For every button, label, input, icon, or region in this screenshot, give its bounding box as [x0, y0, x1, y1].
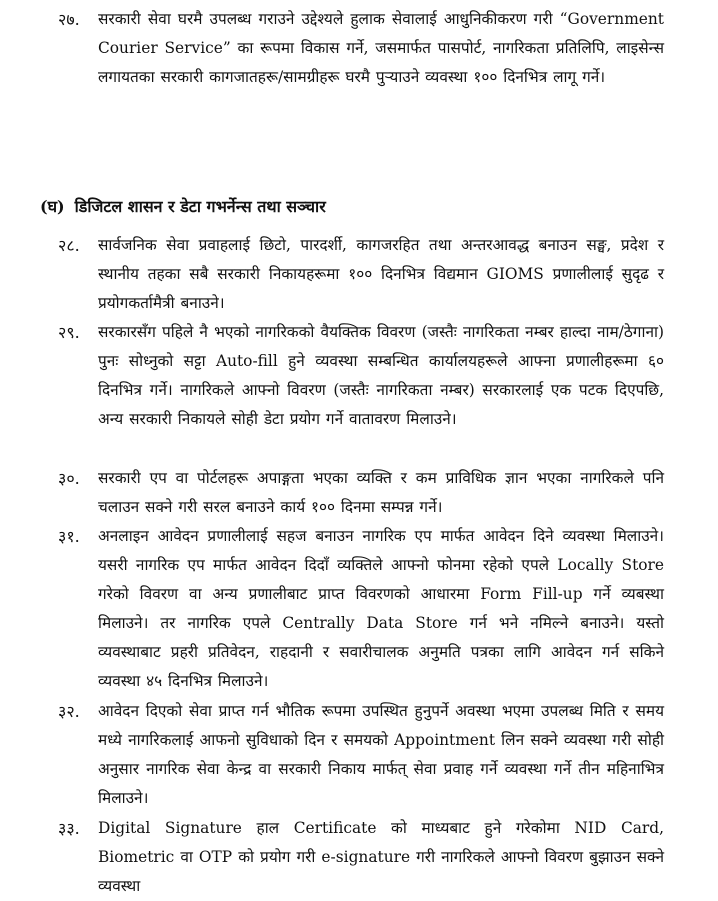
- clause-text: अनलाइन आवेदन प्रणालीलाई सहज बनाउन नागरिक एप मार्फत आवेदन दिने व्यवस्था मिलाउने। यसरी नागरिक एप मार्फत आवेदन दिदाँ व्यक्तिले आफ्नो फोनमा रहेको एपले Locally Store गरेको विवरण वा अन्य प्रणालीबाट प्राप्त विवरणको आधारमा Form Fill-up गर्ने व्यबस्था मिलाउने। तर नागरिक एपले Centrally Data Store गर्न भने नमिल्ने बनाउने। यस्तो व्यवस्थाबाट प्रहरी प्रतिवेदन, राहदानी र सवारीचालक अनुमति पत्रका लागि आवेदन गर्न सकिने व्यवस्था ४५ दिनभित्र मिलाउने।: [98, 527, 664, 691]
- clause-30: [58, 464, 664, 522]
- clause-29: [58, 318, 664, 434]
- clause-text: Digital Signature हाल Certificate को माध्यबाट हुने गरेकोमा NID Card, Biometric वा OTP को प्रयोग गरी e-signature गरी नागरिकले आफ्नो विवरण बुझाउन सक्ने व्यवस्था: [98, 819, 664, 896]
- clause-number: २९.: [58, 323, 80, 342]
- clause-number: ३३.: [58, 819, 80, 838]
- section-heading: [40, 195, 326, 219]
- clause-text: सरकारी सेवा घरमै उपलब्ध गराउने उद्देश्यले हुलाक सेवालाई आधुनिकीकरण गरी “Government Courier Service” का रूपमा विकास गर्ने, जसमार्फत पासपोर्ट, नागरिकता प्रतिलिपि, लाइसेन्स लगायतका सरकारी कागजातहरू/सामग्रीहरू घरमै पुर्‍याउने व्यवस्था १०० दिनभित्र लागू गर्ने।: [98, 10, 664, 87]
- clause-text: सरकारी एप वा पोर्टलहरू अपाङ्गता भएका व्यक्ति र कम प्राविधिक ज्ञान भएका नागरिकले पनि चलाउन सक्ने गरी सरल बनाउने कार्य १०० दिनमा सम्पन्न गर्ने।: [98, 469, 664, 517]
- clause-text: सार्वजनिक सेवा प्रवाहलाई छिटो, पारदर्शी, कागजरहित तथा अन्तरआवद्ध बनाउन सङ्घ, प्रदेश र स्थानीय तहका सबै सरकारी निकायहरूमा १०० दिनभित्र विद्यमान GIOMS प्रणालीलाई सुदृढ र प्रयोगकर्तामैत्री बनाउने।: [98, 236, 664, 313]
- clause-text: आवेदन दिएको सेवा प्राप्त गर्न भौतिक रूपमा उपस्थित हुनुपर्ने अवस्था भएमा उपलब्ध मिति र समय मध्ये नागरिकलाई आफनो सुविधाको दिन र समयको Appointment लिन सक्ने व्यवस्था गरी सोही अनुसार नागरिक सेवा केन्द्र वा सरकारी निकाय मार्फत् सेवा प्रवाह गर्ने व्यवस्था गर्ने तीन महिनाभित्र मिलाउने।: [98, 702, 664, 808]
- clause-28: [58, 231, 664, 318]
- clause-number: २८.: [58, 236, 80, 255]
- clause-33: [58, 814, 664, 901]
- clause-27: [58, 5, 664, 92]
- section-number: (घ): [40, 197, 65, 216]
- clause-text: सरकारसँग पहिले नै भएको नागरिकको वैयक्तिक विवरण (जस्तैः नागरिकता नम्बर हाल्दा नाम/ठेगाना) पुनः सोध्नुको सट्टा Auto-fill हुने व्यवस्था सम्बन्धित कार्यालयहरूले आफ्ना प्रणालीहरूमा ६० दिनभित्र गर्ने। नागरिकले आफ्नो विवरण (जस्तैः नागरिकता नम्बर) सरकारलाई एक पटक दिएपछि, अन्य सरकारी निकायले सोही डेटा प्रयोग गर्ने वातावरण मिलाउने।: [98, 323, 664, 429]
- clause-32: [58, 697, 664, 813]
- clause-number: २७.: [58, 10, 80, 29]
- clause-number: ३०.: [58, 469, 80, 488]
- clause-31: [58, 522, 664, 697]
- clause-number: ३२.: [58, 702, 80, 721]
- clause-number: ३१.: [58, 527, 80, 546]
- section-title: डिजिटल शासन र डेटा गभर्नेन्स तथा सञ्चार: [74, 197, 326, 216]
